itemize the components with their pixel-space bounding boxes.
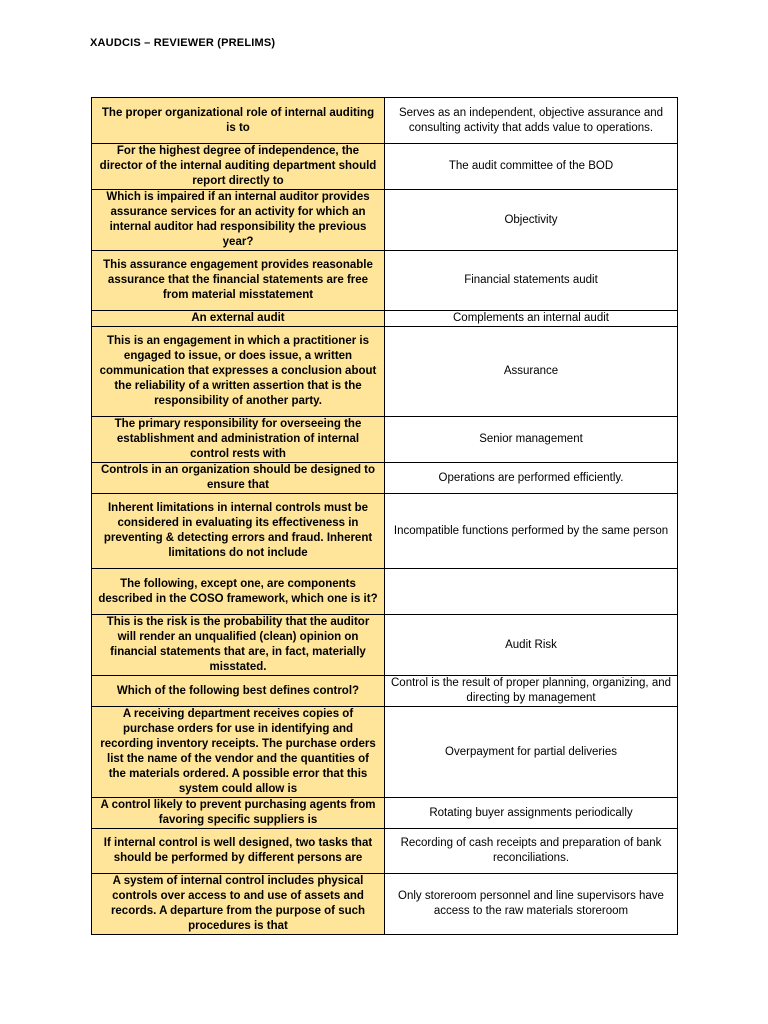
question-cell: For the highest degree of independence, the director of the internal auditing department should report directly to [92,144,385,190]
table-row [92,615,678,676]
table-row [92,798,678,829]
answer-cell: Recording of cash receipts and preparation of bank reconciliations. [385,829,678,874]
answer-cell [385,569,678,615]
table-row [92,327,678,417]
reviewer-table [91,97,678,935]
answer-cell: The audit committee of the BOD [385,144,678,190]
table-row [92,311,678,327]
table-row [92,874,678,935]
question-cell: This assurance engagement provides reasonable assurance that the financial statements are free from material misstatement [92,251,385,311]
answer-cell: Complements an internal audit [385,311,678,327]
answer-cell: Incompatible functions performed by the same person [385,494,678,569]
answer-cell: Rotating buyer assignments periodically [385,798,678,829]
table-row [92,707,678,798]
table-row [92,251,678,311]
answer-cell: Serves as an independent, objective assurance and consulting activity that adds value to operations. [385,98,678,144]
question-cell: This is the risk is the probability that the auditor will render an unqualified (clean) opinion on financial statements that are, in fact, materially misstated. [92,615,385,676]
table-row [92,463,678,494]
table-row [92,569,678,615]
question-cell: The proper organizational role of internal auditing is to [92,98,385,144]
question-cell: A receiving department receives copies of purchase orders for use in identifying and recording inventory receipts. The purchase orders list the name of the vendor and the quantities of the materials ordered. A possible error that this system could allow is [92,707,385,798]
answer-cell: Control is the result of proper planning, organizing, and directing by management [385,676,678,707]
question-cell: Inherent limitations in internal controls must be considered in evaluating its effectiveness in preventing & detecting errors and fraud. Inherent limitations do not include [92,494,385,569]
answer-cell: Financial statements audit [385,251,678,311]
table-row [92,190,678,251]
answer-cell: Objectivity [385,190,678,251]
question-cell: Which is impaired if an internal auditor provides assurance services for an activity for which an internal auditor had responsibility the previous year? [92,190,385,251]
table-row [92,829,678,874]
page-header: XAUDCIS – REVIEWER (PRELIMS) [90,37,276,49]
table-row [92,144,678,190]
question-cell: Controls in an organization should be designed to ensure that [92,463,385,494]
table-row [92,98,678,144]
question-cell: This is an engagement in which a practitioner is engaged to issue, or does issue, a written communication that expresses a conclusion about the reliability of a written assertion that is the responsibility of another party. [92,327,385,417]
question-cell: An external audit [92,311,385,327]
answer-cell: Senior management [385,417,678,463]
question-cell: The following, except one, are components described in the COSO framework, which one is it? [92,569,385,615]
question-cell: The primary responsibility for overseeing the establishment and administration of internal control rests with [92,417,385,463]
question-cell: Which of the following best defines control? [92,676,385,707]
question-cell: If internal control is well designed, two tasks that should be performed by different persons are [92,829,385,874]
answer-cell: Assurance [385,327,678,417]
answer-cell: Only storeroom personnel and line supervisors have access to the raw materials storeroom [385,874,678,935]
answer-cell: Overpayment for partial deliveries [385,707,678,798]
table-row [92,417,678,463]
answer-cell: Audit Risk [385,615,678,676]
question-cell: A system of internal control includes physical controls over access to and use of assets and records. A departure from the purpose of such procedures is that [92,874,385,935]
table-row [92,676,678,707]
question-cell: A control likely to prevent purchasing agents from favoring specific suppliers is [92,798,385,829]
table-row [92,494,678,569]
answer-cell: Operations are performed efficiently. [385,463,678,494]
